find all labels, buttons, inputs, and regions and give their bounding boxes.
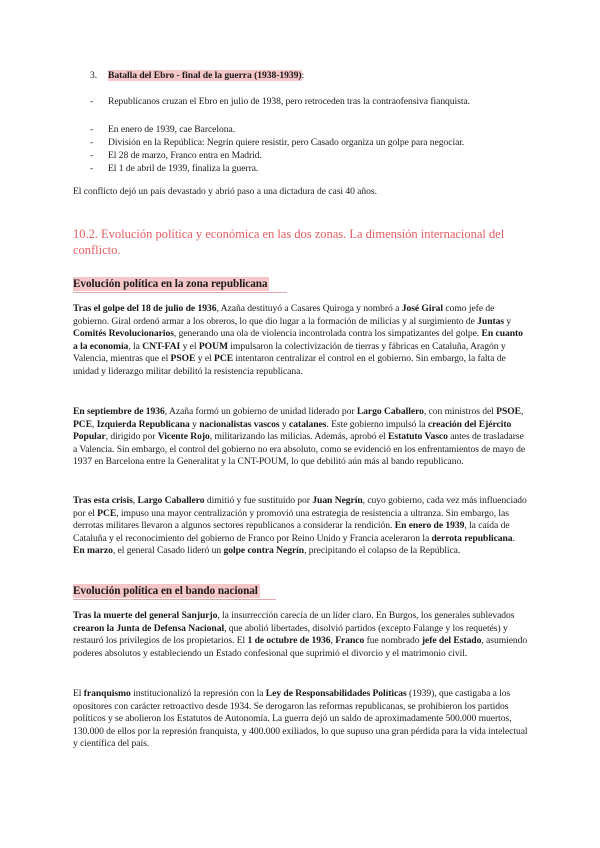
text-run: , precipitando el colapso de la República. [304,545,461,557]
text-run: , asumiendo poderes absolutos y estableciendo un Estado confesional que suprimió el divorcio y el matrimonio civil. [73,635,528,659]
item-title: Batalla del Ebro - final de la guerra (1938-1939) [108,70,302,81]
text-run: intentaron centralizar el control en el gobierno. Sin embargo, la falta de unidad y liderazgo militar debilitó la resistencia republicana. [73,353,506,377]
bold-run: En septiembre de 1936 [73,406,165,417]
text-run: , militarizando las milicias. Además, aprobó el [209,431,389,443]
text-run: impulsaron la colectivización de tierras y fábricas en Cataluña, Aragón y Valencia, mientras que el [73,340,506,365]
bold-run: José Giral [401,303,444,314]
text-run: . Este gobierno impulsó la [326,418,428,430]
bold-run: jefe del Estado [421,635,482,647]
bullet-mark: - [90,163,94,174]
text-run: , la [128,340,143,352]
subheading-nacional: Evolución política en el bando nacional [73,585,258,597]
text-run: , impuso una mayor centralización y promovió una estrategia de resistencia a ultranza. Sin embargo, las derrotas militares llevaron a algunos sectores republicanos a considerar la rendición. [73,507,509,532]
bold-run: CNT-FAI [142,340,181,352]
bold-run: derrota republicana [431,532,513,544]
text-run: y [189,418,200,430]
paragraph-4 [73,610,528,660]
bullet-mark: - [90,96,94,107]
bold-run: PCE [214,353,234,365]
text-run: y [279,418,289,430]
text-run: como jefe de gobierno. Giral ordenó armar a los obreros, lo que dio lugar a la formación de milicias y al surgimiento de [73,303,495,327]
paragraph-1 [73,303,528,379]
text-run: antes de trasladarse a Valencia. Sin embargo, el control del gobierno no era absoluto, como se evidenció en los enfrentamientos de mayo de 1937 en Barcelona entre la Generalitat y la CNT-POUM, lo que debilitó aún más al bando republicano. [73,431,526,468]
bold-run: franquismo [83,688,131,699]
bullet-text: El 1 de abril de 1939, finaliza la guerra. [108,163,259,174]
paragraph-5 [73,688,528,751]
text-run: . [512,532,515,544]
section-title: 10.2. Evolución política y económica en las dos zonas. La dimensión internacional del conflicto. [73,227,505,258]
bold-run: POUM [198,340,228,352]
bullet-text: En enero de 1939, cae Barcelona. [108,124,236,135]
bold-run: PSOE [170,353,196,365]
text-run: y el [195,353,215,365]
bold-run: Ley de Responsabilidades Políticas [265,688,407,699]
text-run: , dirigido por [105,431,158,443]
bold-run: PSOE [496,406,521,417]
bold-run: Juntas [477,315,505,327]
text-run: , la insurrección carecía de un líder claro. En Burgos, los generales sublevados [217,610,515,621]
bullet-mark: - [90,150,94,161]
subheading-republicana: Evolución política en la zona republicana [73,278,268,290]
numbered-item [90,70,550,83]
bold-run: Juan Negrín [312,495,363,506]
text-run: y el [180,340,199,352]
bullet-text: División en la República: Negrín quiere resistir, pero Casado organiza un golpe para negociar. [108,137,465,148]
bullet-mark: - [90,137,94,148]
text-run: , [92,418,97,430]
bullet-text: Republicanos cruzan el Ebro en julio de 1938, pero retroceden tras la contraofensiva fianquista. [108,96,471,107]
text-run: , el general Casado lideró un [112,545,224,557]
text-run: dimitió y fue sustituido por [204,495,313,506]
bold-run: Tras la muerte del general Sanjurjo [73,610,218,621]
bold-run: Comités Revolucionarios [73,328,174,340]
bold-run: catalanes [289,418,327,430]
bold-run: En cuanto a la economía [73,328,523,352]
bold-run: En marzo [73,545,113,557]
item-suffix: : [301,70,305,81]
text-run: , [330,635,336,647]
text-run: institucionalizó la represión con la [130,688,266,699]
bold-run: Estatuto Vasco [388,431,448,443]
subheading-underline [73,599,276,600]
list-item [90,150,560,163]
bold-run: creación del Ejército Popular [73,418,512,443]
bullet-text: El 28 de marzo, Franco entra en Madrid. [108,150,262,161]
bold-run: PCE [97,507,117,519]
list-item [90,137,560,150]
text-run: , [521,406,524,417]
bold-run: Tras el golpe del 18 de julio de 1936 [73,303,217,314]
item-number: 3. [90,70,98,81]
text-run: y [504,315,512,327]
list-item [90,96,560,109]
subheading-underline [73,292,287,293]
bold-run: Franco [335,635,365,647]
text-run: El [73,688,84,699]
bold-run: Izquierda Republicana [96,418,190,430]
bold-run: PCE [73,418,93,430]
text-run: , Azaña destituyó a Casares Quiroga y nombró a [216,303,402,314]
bold-run: crearon la Junta de Defensa Nacional [73,622,225,634]
text-run: , que abolió libertades, disolvió partidos (excepto Falange y los requetés) y restauró los privilegios de los propietarios. El [73,622,508,647]
bold-run: Vicente Rojo [157,431,210,443]
bold-run: Tras esta crisis [73,495,133,506]
conclusion-text: El conflicto dejó un país devastado y abrió paso a una dictadura de casi 40 años. [73,186,377,197]
text-run: , [132,495,138,506]
list-item [90,163,560,176]
text-run: , generando una ola de violencia incontrolada contra los simpatizantes del golpe. [173,328,482,340]
bold-run: Largo Caballero [356,406,424,417]
bold-run: 1 de octubre de 1936 [247,635,331,647]
text-run: fue nombrado [364,635,422,647]
list-item [90,124,560,137]
text-run: , cuyo gobierno, cada vez más influenciado por el [73,495,527,519]
text-run: (1939), que castigaba a los opositores con carácter retroactivo desde 1934. Se derogaron las reformas republicanas, se prohibieron los partidos políticos y se abolieron los Estatutos de Autonomía. La guerra dejó un saldo de aproximadamente 500.000 muertos, 130.000 de ellos por la represión franquista, y 400.000 exiliados, lo que supuso una gran pérdida para la vida intelectual y científica del país. [73,688,528,750]
text-run: , Azaña formó un gobierno de unidad liderado por [164,406,357,417]
bold-run: En enero de 1939 [394,520,465,532]
text-run: , la caída de Cataluña y el reconocimiento del gobierno de Franco por Reino Unido y Francia aceleraron la [73,520,510,544]
paragraph-3 [73,495,528,558]
paragraph-2 [73,406,528,469]
bold-run: golpe contra Negrín [223,545,305,557]
text-run: , con ministros del [423,406,497,417]
bullet-mark: - [90,124,94,135]
bold-run: Largo Caballero [137,495,205,506]
bold-run: nacionalistas vascos [199,418,280,430]
